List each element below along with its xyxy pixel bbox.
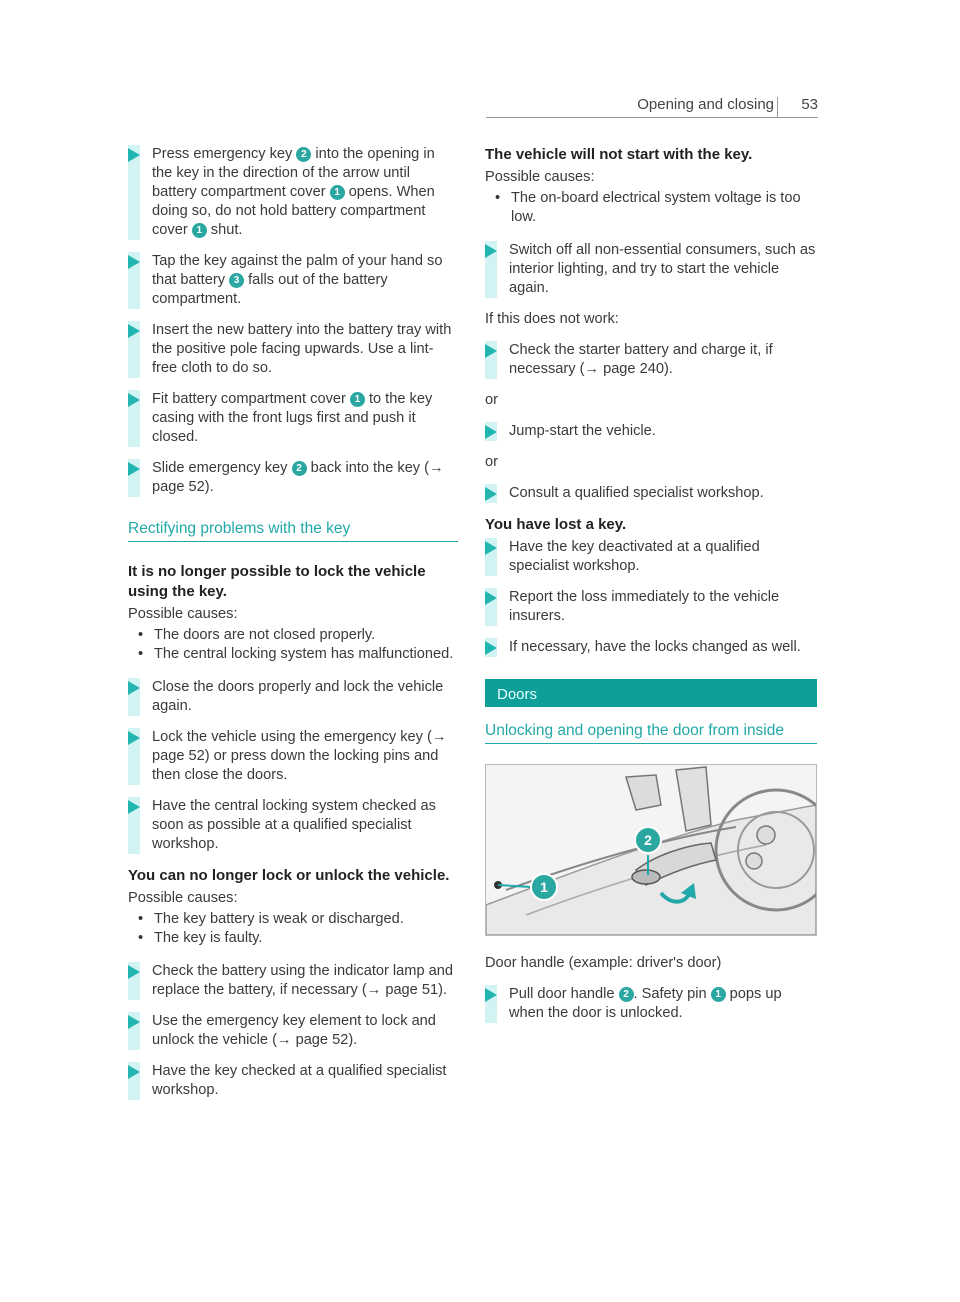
problem-lock-title: It is no longer possible to lock the vehicle using the key. xyxy=(128,563,426,600)
causes-label: Possible causes: xyxy=(485,169,595,185)
step-text: Press emergency key xyxy=(152,146,297,162)
step xyxy=(128,728,458,785)
causes-list xyxy=(128,910,458,948)
step-arrow-icon xyxy=(128,462,140,476)
step-arrow-icon xyxy=(128,1015,140,1029)
step-text: Check the battery using the indicator lamp and replace the battery, if necessary (→ page 51). xyxy=(152,963,453,998)
rectify-heading: Rectifying problems with the key xyxy=(128,519,458,542)
callout-number-badge: 3 xyxy=(229,273,244,288)
step-text: Slide emergency key xyxy=(152,460,292,476)
step xyxy=(485,341,817,379)
step-arrow-icon xyxy=(128,255,140,269)
section-title: Opening and closing xyxy=(637,96,774,113)
right-column xyxy=(485,145,817,1035)
step-arrow-icon xyxy=(485,425,497,439)
step-text: Lock the vehicle using the emergency key (→ page 52) or press down the locking pins and then close the doors. xyxy=(152,729,447,783)
step-text: Check the starter battery and charge it, if necessary (→ page 240). xyxy=(509,342,773,377)
step-text: opens. When doing so, do not hold battery compartment cover xyxy=(152,184,435,238)
problem-start-title: The vehicle will not start with the key. xyxy=(485,146,753,163)
or-text: or xyxy=(485,392,498,408)
causes-list xyxy=(128,626,458,664)
step xyxy=(128,797,458,854)
step-text: Have the key deactivated at a qualified specialist workshop. xyxy=(509,539,760,574)
step-arrow-icon xyxy=(485,591,497,605)
battery-steps xyxy=(128,145,458,497)
callout-number-badge: 1 xyxy=(711,987,726,1002)
list-item: • The on-board electrical system voltage is too low. xyxy=(485,189,817,227)
figure-caption: Door handle (example: driver's door) xyxy=(485,955,722,971)
step xyxy=(485,985,817,1023)
step-text: Have the key checked at a qualified specialist workshop. xyxy=(152,1063,447,1098)
step xyxy=(128,321,458,378)
page-header xyxy=(486,93,818,118)
step-text: Report the loss immediately to the vehicle insurers. xyxy=(509,589,780,624)
step xyxy=(485,638,817,657)
step-text: falls out of the battery compartment. xyxy=(152,272,388,307)
problem-lockunlock-title: You can no longer lock or unlock the vehicle. xyxy=(128,867,450,884)
step-text: If necessary, have the locks changed as well. xyxy=(509,639,801,655)
problem-lock-steps xyxy=(128,678,458,854)
step-text: into the opening in the key in the direction of the arrow until battery compartment cover xyxy=(152,146,435,200)
step xyxy=(128,459,458,497)
step-arrow-icon xyxy=(485,244,497,258)
step-text: Tap the key against the palm of your hand so that battery xyxy=(152,253,443,288)
callout-number-badge: 1 xyxy=(192,223,207,238)
step xyxy=(128,390,458,447)
step-text: Insert the new battery into the battery tray with the positive pole facing upwards. Use a lint-free cloth to do so. xyxy=(152,322,452,376)
if-not-text: If this does not work: xyxy=(485,311,619,327)
causes-list xyxy=(485,189,817,227)
callout-number-badge: 2 xyxy=(296,147,311,162)
step-arrow-icon xyxy=(128,965,140,979)
list-item: • The key is faulty. xyxy=(128,929,458,948)
callout-number-badge: 2 xyxy=(619,987,634,1002)
callout-number-badge: 2 xyxy=(292,461,307,476)
step-text: Consult a qualified specialist workshop. xyxy=(509,485,764,501)
step-text: shut. xyxy=(206,222,243,238)
step-arrow-icon xyxy=(485,988,497,1002)
unlock-heading: Unlocking and opening the door from inside xyxy=(485,721,817,744)
step-arrow-icon xyxy=(485,641,497,655)
step-arrow-icon xyxy=(485,344,497,358)
callout-number-badge: 1 xyxy=(330,185,345,200)
step-arrow-icon xyxy=(128,1065,140,1079)
step xyxy=(485,588,817,626)
step xyxy=(128,145,458,240)
step xyxy=(485,538,817,576)
step xyxy=(128,962,458,1000)
or-text: or xyxy=(485,454,498,470)
header-divider xyxy=(777,97,778,117)
step-text: Fit battery compartment cover xyxy=(152,391,350,407)
callout-2-label: 2 xyxy=(644,832,652,848)
step-text: pops up when the door is unlocked. xyxy=(509,986,782,1021)
door-illustration-svg xyxy=(486,765,816,935)
step-text: Pull door handle xyxy=(509,986,619,1002)
step-arrow-icon xyxy=(128,800,140,814)
step-arrow-icon xyxy=(485,541,497,555)
step xyxy=(485,422,817,441)
step-arrow-icon xyxy=(128,681,140,695)
step xyxy=(485,241,817,298)
step-text: Switch off all non-essential consumers, such as interior lighting, and try to start the vehicle again. xyxy=(509,242,816,296)
step-arrow-icon xyxy=(485,487,497,501)
list-item: • The doors are not closed properly. xyxy=(128,626,458,645)
step xyxy=(128,1012,458,1050)
step xyxy=(485,484,817,503)
step-text: . Safety pin xyxy=(633,986,711,1002)
step-arrow-icon xyxy=(128,148,140,162)
door-handle-illustration xyxy=(485,764,817,936)
doors-section-bar: Doors xyxy=(485,679,817,707)
problem-lockunlock-steps xyxy=(128,962,458,1100)
page-number: 53 xyxy=(801,96,818,113)
step-text: Have the central locking system checked as soon as possible at a qualified specialist workshop. xyxy=(152,798,436,852)
step-text: Jump-start the vehicle. xyxy=(509,423,656,439)
step-text: Use the emergency key element to lock and unlock the vehicle (→ page 52). xyxy=(152,1013,436,1048)
step-text: back into the key (→ page 52). xyxy=(152,460,444,495)
step-arrow-icon xyxy=(128,393,140,407)
step-arrow-icon xyxy=(128,731,140,745)
callout-number-badge: 1 xyxy=(350,392,365,407)
causes-label: Possible causes: xyxy=(128,606,238,622)
left-column xyxy=(128,145,458,1112)
step-arrow-icon xyxy=(128,324,140,338)
callout-1-label: 1 xyxy=(540,879,548,895)
problem-lost-key-steps xyxy=(485,538,817,657)
step xyxy=(128,678,458,716)
step xyxy=(128,1062,458,1100)
causes-label: Possible causes: xyxy=(128,890,238,906)
list-item: • The key battery is weak or discharged. xyxy=(128,910,458,929)
problem-lost-key-title: You have lost a key. xyxy=(485,516,627,533)
list-item: • The central locking system has malfunctioned. xyxy=(128,645,458,664)
step-text: Close the doors properly and lock the vehicle again. xyxy=(152,679,444,714)
step-text: to the key casing with the front lugs first and push it closed. xyxy=(152,391,433,445)
step xyxy=(128,252,458,309)
